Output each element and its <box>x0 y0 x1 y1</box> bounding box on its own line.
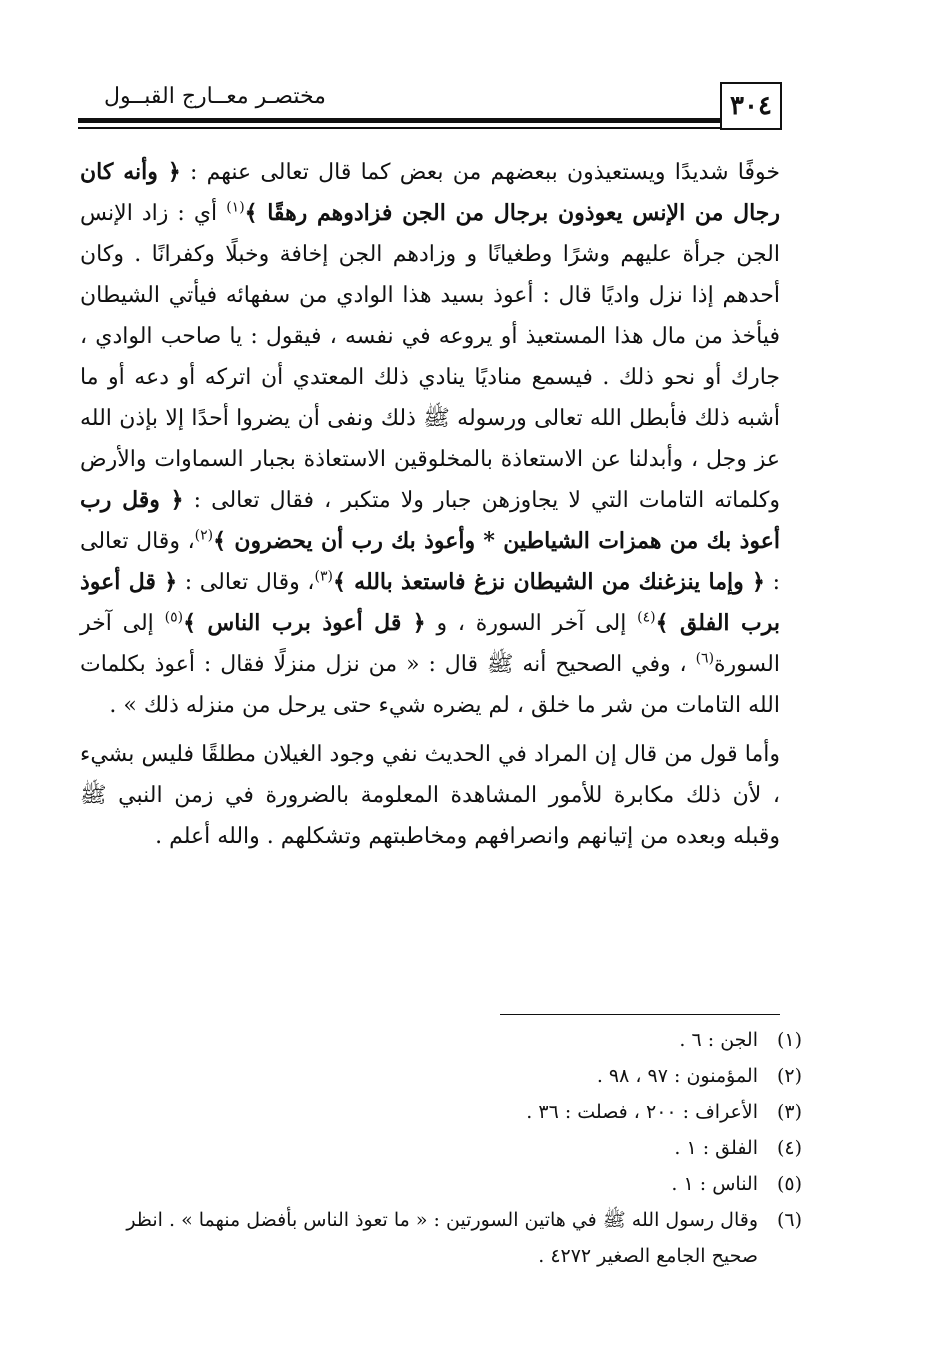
paragraph-2: وأما قول من قال إن المراد في الحديث نفي وجود الغيلان مطلقًا فليس بشيء ، لأن ذلك مكابرة للأمور المشاهدة المعلومة بالضرورة في زمن النبي ﷺ وقبله وبعده من إتيانهم وانصرافهم ومخاطبتهم وتشكلهم . والله أعلم . <box>80 742 780 849</box>
quran-quote: ﴿ وقل رب أعوذ بك من همزات الشياطين * وأعوذ بك رب أن يحضرون ﴾ <box>80 487 780 554</box>
header-rule-thick <box>78 118 720 123</box>
footnote <box>80 1094 802 1130</box>
footnote <box>80 1022 802 1058</box>
quran-quote: ﴿ قل أعوذ برب الناس ﴾ <box>183 610 426 636</box>
footnote-text: الفلق : ١ . <box>674 1137 758 1159</box>
text-span: إلى آخر السورة ، و <box>425 611 638 636</box>
footnote-ref: (١) <box>226 199 245 216</box>
footnote-ref: (٥) <box>164 609 184 626</box>
footnote <box>80 1166 802 1202</box>
text-span: أي : زاد الإنس الجن جرأة عليهم وشرًا وطغيانًا و وزادهم الجن إخافة وخبلًا وكفرانًا . وكان أحدهم إذا نزل واديًا قال : أعوذ بسيد هذا الوادي من سفهائه فيأتي الشيطان فيأخذ من مال هذا المستعيذ أو يروعه في نفسه ، فيقول : يا صاحب الوادي ، جارك أو نحو ذلك . فيسمع مناديًا ينادي ذلك المعتدي أن اتركه أو دعه أو ما أشبه ذلك فأبطل الله تعالى ورسوله ﷺ ذلك ونفى أن يضروا أحدًا إلا بإذن الله عز وجل ، وأبدلنا عن الاستعاذة بالمخلوقين الاستعاذة بجبار السماوات والأرض وكلماته التامات التي لا يجاوزهن جبار ولا متكبر ، فقال تعالى : <box>80 201 780 513</box>
footnote <box>80 1130 802 1166</box>
footnote-ref: (٦) <box>695 650 715 667</box>
footnote-number: (٥) <box>776 1173 802 1195</box>
header-rule-thin <box>78 127 720 129</box>
footnotes <box>80 1022 802 1274</box>
footnote-number: (١) <box>776 1029 802 1051</box>
footnote-number: (٦) <box>776 1209 802 1231</box>
footnote <box>80 1202 802 1274</box>
quran-quote: ﴿ وإما ينزغنك من الشيطان نزغ فاستعذ بالله ﴾ <box>332 569 765 595</box>
footnote-number: (٢) <box>776 1065 802 1087</box>
footnote-number: (٤) <box>776 1137 802 1159</box>
running-title: مختصـر معــارج القبــول <box>104 84 326 109</box>
footnote-text: المؤمنون : ٩٧ ، ٩٨ . <box>596 1065 758 1087</box>
footnote-text: الأعراف : ٢٠٠ ، فصلت : ٣٦ . <box>526 1101 758 1123</box>
footnote-text: وقال رسول الله ﷺ في هاتين السورتين : « ما تعوذ الناس بأفضل منهما » . انظر صحيح الجامع الصغير ٤٢٧٢ . <box>126 1209 758 1267</box>
footnote-ref: (٣) <box>314 568 333 585</box>
footnote-number: (٣) <box>776 1101 802 1123</box>
main-text <box>80 152 780 857</box>
footnote-separator <box>500 1014 780 1015</box>
footnote-text: الناس : ١ . <box>671 1173 758 1195</box>
quran-quote: ﴿ وأنه كان رجال من الإنس يعوذون برجال من الجن فزادوهم رهقًا ﴾ <box>80 159 780 226</box>
footnote-text: الجن : ٦ . <box>679 1029 758 1051</box>
text-span: ، وقال تعالى : <box>80 529 781 595</box>
text-span: ، وقال تعالى : <box>177 570 315 595</box>
paragraph-1 <box>80 152 780 726</box>
footnote-ref: (٢) <box>194 527 214 544</box>
page-number <box>720 82 782 130</box>
text-span: خوفًا شديدًا ويستعيذون ببعضهم من بعض كما قال تعالى عنهم : <box>180 160 780 185</box>
footnote <box>80 1058 802 1094</box>
page-number-text: ٣٠٤ <box>730 91 772 121</box>
quran-quote: ﴿ قل أعوذ برب الفلق ﴾ <box>80 569 780 636</box>
text-span: ، وفي الصحيح أنه ﷺ قال : « من نزل منزلًا فقال : أعوذ بكلمات الله التامات من شر ما خلق ، لم يضره شيء حتى يرحل من منزله ذلك » . <box>80 652 780 718</box>
text-span: إلى آخر السورة <box>80 611 780 677</box>
footnote-ref: (٤) <box>637 609 656 626</box>
